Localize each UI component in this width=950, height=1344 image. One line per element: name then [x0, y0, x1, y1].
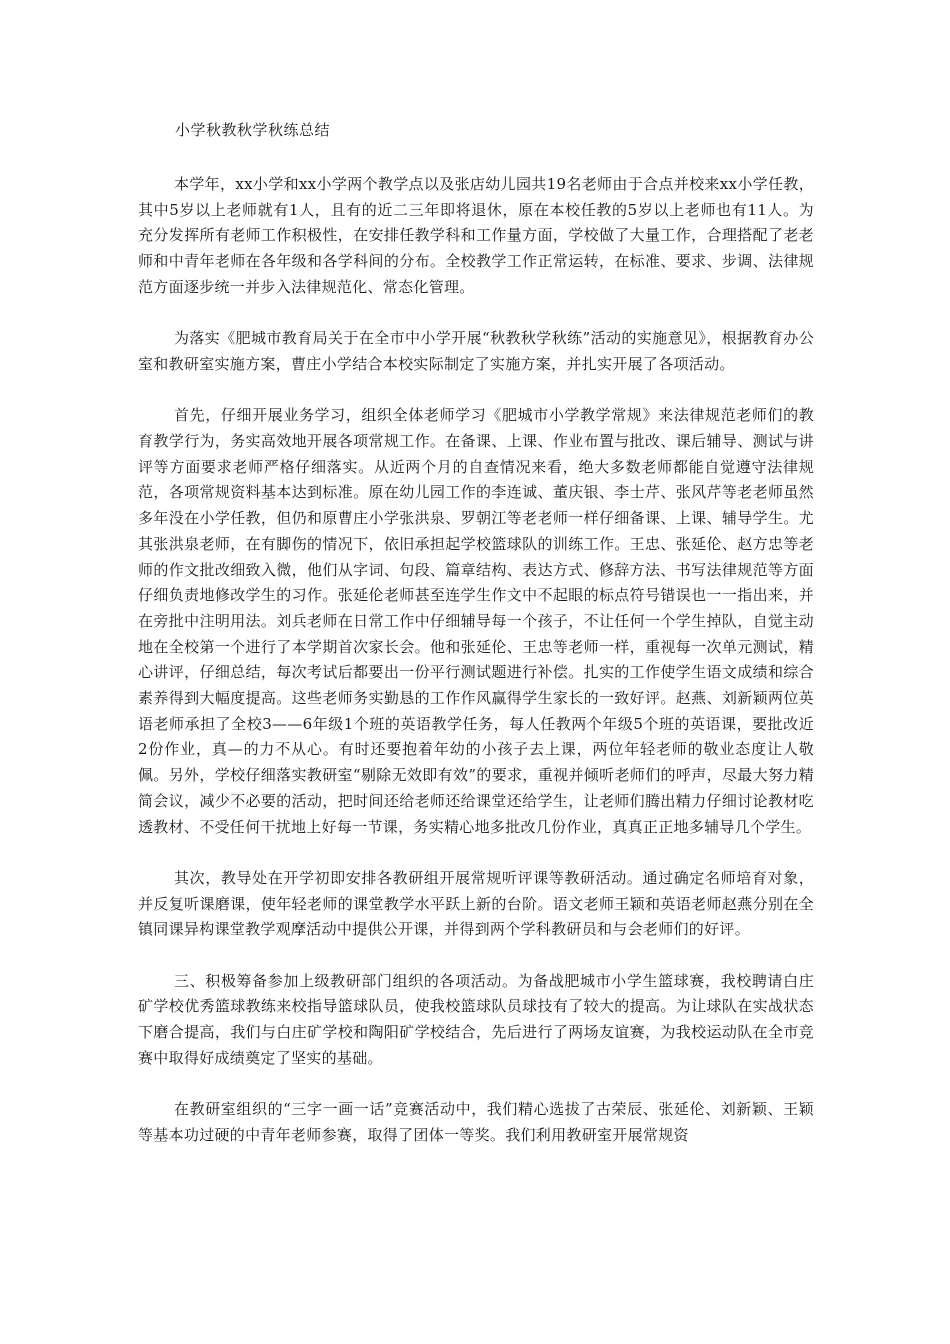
document-body: [138, 172, 814, 1174]
paragraph-4: 其次，教导处在开学初即安排各教研组开展常规听评课等教研活动。通过确定名师培育对象，并反复听课磨课，使年轻老师的课堂教学水平跃上新的台阶。语文老师王颖和英语老师赵燕分别在全镇同课异构课堂教学观摩活动中提供公开课，并得到两个学科教研员和与会老师们的好评。: [138, 868, 814, 939]
paragraph-1: 本学年，xx小学和xx小学两个教学点以及张店幼儿园共19名老师由于合点并校来xx小学任教，其中5岁以上老师就有1人，且有的近二三年即将退休，原在本校任教的5岁以上老师也有11人。为充分发挥所有老师工作积极性，在安排任教学科和工作量方面，学校做了大量工作，合理搭配了老老师和中青年老师在各年级和各学科间的分布。全校教学工作正常运转，在标准、要求、步调、法律规范方面逐步统一并步入法律规范化、常态化管理。: [138, 175, 814, 296]
paragraph-3: 首先，仔细开展业务学习，组织全体老师学习《肥城市小学教学常规》来法律规范老师们的教育教学行为，务实高效地开展各项常规工作。在备课、上课、作业布置与批改、课后辅导、测试与讲评等方面要求老师严格仔细落实。从近两个月的自查情况来看，绝大多数老师都能自觉遵守法律规范，各项常规资料基本达到标准。原在幼儿园工作的李连诚、董庆银、李士芹、张风芹等老老师虽然多年没在小学任教，但仍和原曹庄小学张洪泉、罗朝江等老老师一样仔细备课、上课、辅导学生。尤其张洪泉老师，在有脚伤的情况下，依旧承担起学校篮球队的训练工作。王忠、张延伦、赵方忠等老师的作文批改细致入微，他们从字词、句段、篇章结构、表达方式、修辞方法、书写法律规范等方面仔细负责地修改学生的习作。张延伦老师甚至连学生作文中不起眼的标点符号错误也一一指出来，并在旁批中注明用法。刘兵老师在日常工作中仔细辅导每一个孩子，不让任何一个学生掉队，自觉主动地在全校第一个进行了本学期首次家长会。他和张延伦、王忠等老师一样，重视每一次单元测试，精心讲评，仔细总结，每次考试后都要出一份平行测试题进行补偿。扎实的工作使学生语文成绩和综合素养得到大幅度提高。这些老师务实勤恳的工作作风赢得学生家长的一致好评。赵燕、刘新颖两位英语老师承担了全校3——6年级1个班的英语教学任务，每人任教两个年级5个班的英语课，要批改近2份作业，真—的力不从心。有时还要抱着年幼的小孩子去上课，两位年轻老师的敬业态度让人敬佩。另外，学校仔细落实教研室“剔除无效即有效”的要求，重视并倾听老师们的呼声，尽最大努力精简会议，减少不必要的活动，把时间还给老师还给课堂还给学生，让老师们腾出精力仔细讨论教材吃透教材、不受任何干扰地上好每一节课，务实精心地多批改几份作业，真真正正地多辅导几个学生。: [138, 406, 814, 836]
paragraph-2: 为落实《肥城市教育局关于在全市中小学开展“秋教秋学秋练”活动的实施意见》，根据教育办公室和教研室实施方案，曹庄小学结合本校实际制定了实施方案，并扎实开展了各项活动。: [138, 329, 814, 373]
document-title: 小学秋教秋学秋练总结: [175, 121, 331, 139]
paragraph-6: 在教研室组织的“三字一画一话”竞赛活动中，我们精心选拔了古荣辰、张延伦、刘新颖、王颖等基本功过硬的中青年老师参赛，取得了团体一等奖。我们利用教研室开展常规资: [138, 1100, 814, 1144]
paragraph-5: 三、积极筹备参加上级教研部门组织的各项活动。为备战肥城市小学生篮球赛，我校聘请白庄矿学校优秀篮球教练来校指导篮球队员，使我校篮球队员球技有了较大的提高。为让球队在实战状态下磨合提高，我们与白庄矿学校和陶阳矿学校结合，先后进行了两场友谊赛，为我校运动队在全市竞赛中取得好成绩奠定了坚实的基础。: [138, 971, 814, 1067]
